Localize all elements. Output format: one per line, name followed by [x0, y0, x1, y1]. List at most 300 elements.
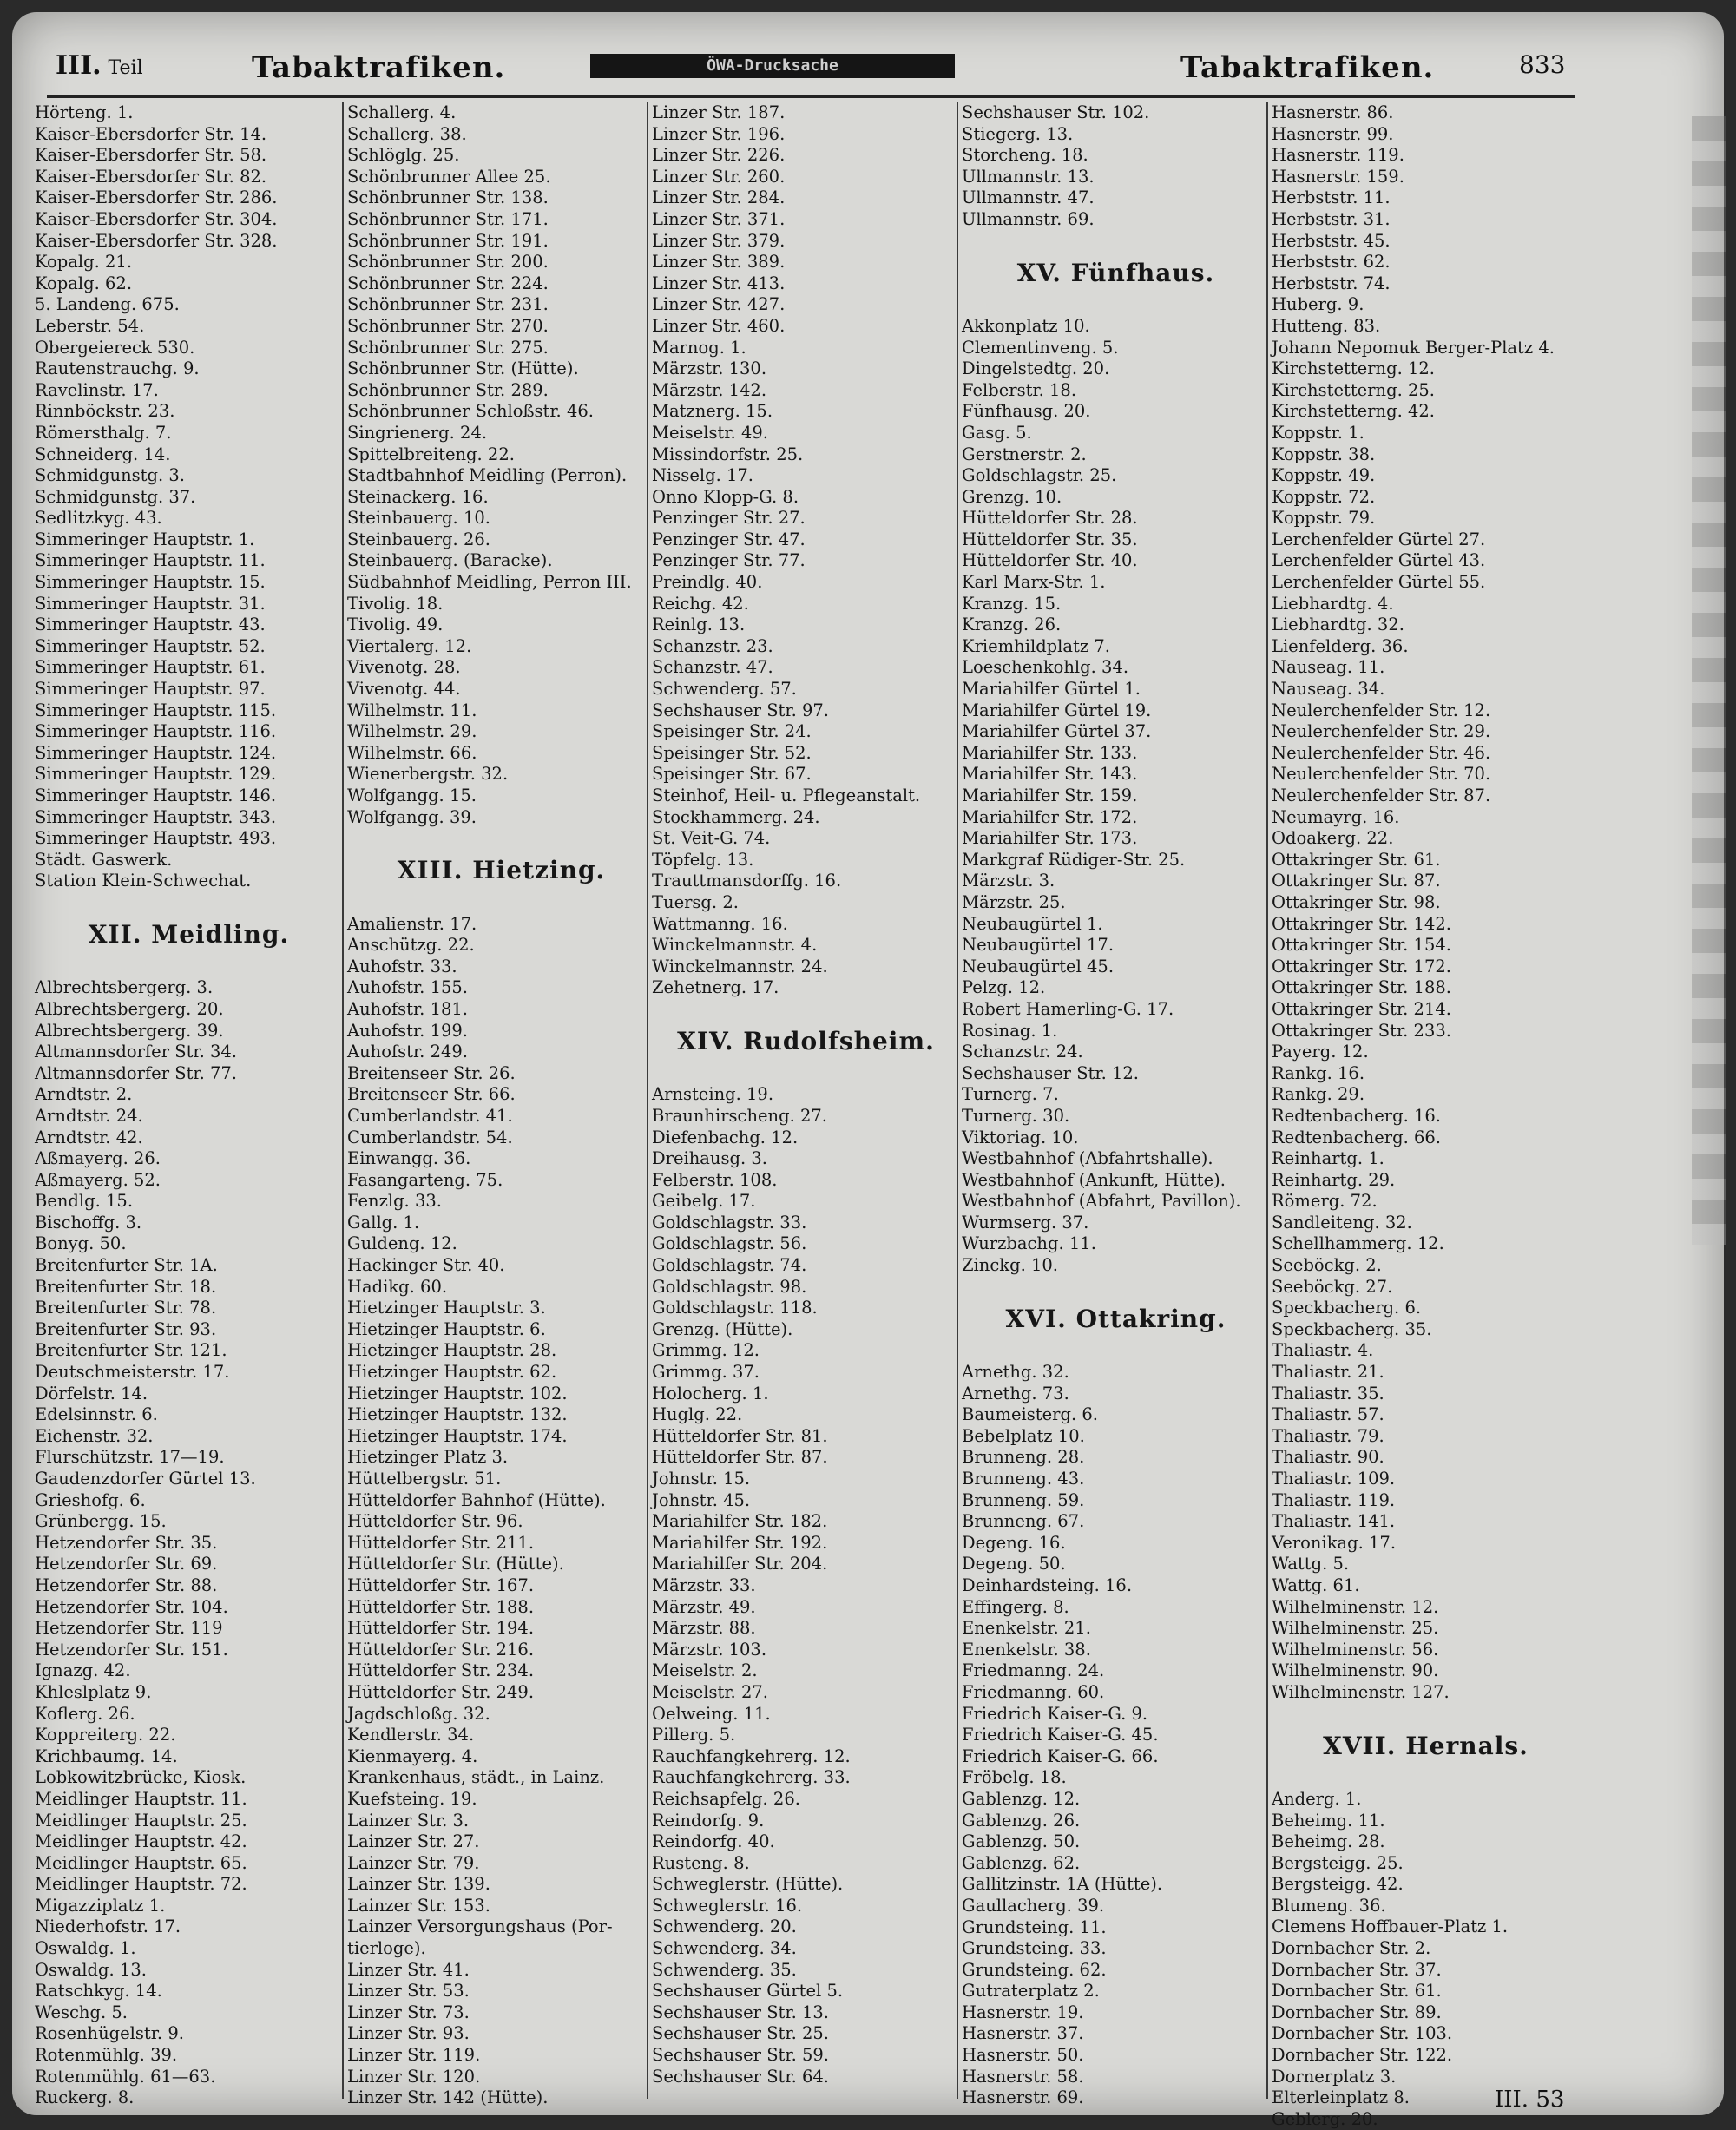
address-entry: Simmeringer Hauptstr. 61.	[35, 657, 266, 678]
address-entry: Schönbrunner Schloßstr. 46.	[347, 401, 594, 422]
address-entry: Lienfelderg. 36.	[1272, 635, 1409, 656]
address-entry: Weschg. 5.	[35, 2002, 128, 2022]
address-entry: Felberstr. 18.	[962, 379, 1077, 400]
address-entry: Redtenbacherg. 16.	[1272, 1105, 1441, 1126]
address-entry: Hütteldorfer Str. 211.	[347, 1532, 535, 1553]
address-entry: Viertalerg. 12.	[347, 635, 472, 656]
address-entry: Grundsteing. 11.	[962, 1916, 1107, 1937]
address-entry: Dornbacher Str. 122.	[1272, 2045, 1453, 2066]
address-entry: Breitenseer Str. 26.	[347, 1062, 516, 1083]
address-entry: Ottakringer Str. 233.	[1272, 1020, 1451, 1041]
address-entry: Neulerchenfelder Str. 12.	[1272, 700, 1491, 720]
address-entry: Simmeringer Hauptstr. 11.	[35, 550, 266, 571]
address-entry: Simmeringer Hauptstr. 15.	[35, 572, 266, 593]
address-entry: Hütteldorfer Str. 167.	[347, 1574, 535, 1595]
address-entry: Arnethg. 32.	[962, 1362, 1069, 1383]
address-entry: Hütteldorfer Str. 81.	[652, 1425, 828, 1446]
address-entry: Cumberlandstr. 54.	[347, 1127, 513, 1147]
address-entry: Lainzer Str. 79.	[347, 1852, 480, 1873]
address-entry: Simmeringer Hauptstr. 146.	[35, 786, 277, 805]
address-entry: Simmeringer Hauptstr. 97.	[35, 679, 266, 700]
address-entry: Winckelmannstr. 24.	[652, 956, 828, 976]
address-entry: Herbststr. 62.	[1272, 252, 1391, 273]
address-entry: Spittelbreiteng. 22.	[347, 444, 515, 464]
address-entry: Schönbrunner Str. 224.	[347, 273, 549, 293]
address-entry: Simmeringer Hauptstr. 124.	[35, 742, 277, 763]
address-entry: Fröbelg. 18.	[962, 1767, 1067, 1788]
column-4	[962, 102, 1270, 2108]
address-entry: Linzer Str. 73.	[347, 2002, 470, 2022]
address-entry: Neumayrg. 16.	[1272, 806, 1400, 827]
page-footer-ref: III. 53	[1495, 2087, 1565, 2113]
address-entry: Schlöglg. 25.	[347, 145, 460, 166]
address-entry: Clementinveng. 5.	[962, 337, 1119, 358]
address-entry: Brunneng. 59.	[962, 1489, 1085, 1510]
running-title-right: Tabaktrafiken.	[1180, 50, 1435, 85]
address-entry: Südbahnhof Meidling, Perron III.	[347, 572, 632, 593]
address-entry: Beheimg. 28.	[1272, 1831, 1385, 1852]
address-entry: Migazziplatz 1.	[35, 1895, 166, 1916]
address-entry: Linzer Str. 93.	[347, 2023, 470, 2044]
address-entry: Römerg. 72.	[1272, 1191, 1378, 1212]
address-entry: Felberstr. 108.	[652, 1169, 778, 1190]
address-entry: Herbststr. 31.	[1272, 208, 1391, 229]
address-entry: Marnog. 1.	[652, 337, 746, 358]
address-entry: Koppstr. 79.	[1272, 508, 1376, 529]
address-entry: Märzstr. 88.	[652, 1618, 756, 1639]
address-entry: Johann Nepomuk Berger-Platz 4.	[1272, 337, 1555, 358]
address-entry: tierloge).	[347, 1938, 426, 1959]
address-entry: Breitenfurter Str. 18.	[35, 1276, 217, 1297]
address-entry: Wilhelmstr. 11.	[347, 700, 477, 720]
address-entry: Elterleinplatz 8.	[1272, 2087, 1410, 2108]
address-entry: Breitenseer Str. 66.	[347, 1084, 516, 1105]
address-entry: Fasangarteng. 75.	[347, 1169, 503, 1190]
address-entry: Dornbacher Str. 2.	[1272, 1938, 1431, 1959]
address-entry: Thaliastr. 4.	[1272, 1340, 1374, 1361]
address-entry: Eichenstr. 32.	[35, 1425, 154, 1446]
address-entry: Friedrich Kaiser-G. 66.	[962, 1745, 1159, 1766]
address-entry: Schweglerstr. 16.	[652, 1895, 803, 1916]
address-entry: Gutraterplatz 2.	[962, 1981, 1100, 2002]
address-entry: Oswaldg. 1.	[35, 1938, 136, 1959]
address-entry: Arndtstr. 2.	[35, 1084, 133, 1105]
running-title-left: Tabaktrafiken.	[252, 50, 506, 85]
address-entry: Kaiser-Ebersdorfer Str. 58.	[35, 145, 267, 166]
address-entry: Schönbrunner Str. 200.	[347, 252, 549, 273]
address-entry: Braunhirscheng. 27.	[652, 1105, 827, 1126]
address-entry: Friedmanng. 24.	[962, 1660, 1105, 1681]
address-entry: Märzstr. 130.	[652, 358, 767, 379]
district-heading: XVII. Hernals.	[1323, 1731, 1529, 1760]
address-entry: Aßmayerg. 52.	[35, 1169, 161, 1190]
address-entry: Lerchenfelder Gürtel 43.	[1272, 550, 1486, 571]
page-edge-shadow	[1692, 116, 1726, 1245]
address-entry: Nauseag. 11.	[1272, 657, 1385, 678]
address-entry: Zinckg. 10.	[962, 1255, 1058, 1276]
address-entry: Sechshauser Str. 25.	[652, 2023, 829, 2044]
address-entry: Grünbergg. 15.	[35, 1511, 167, 1532]
address-entry: Märzstr. 33.	[652, 1574, 756, 1595]
address-entry: Hütteldorfer Str. 216.	[347, 1639, 535, 1660]
address-entry: Ullmannstr. 47.	[962, 187, 1095, 208]
address-entry: Hasnerstr. 159.	[1272, 166, 1404, 187]
address-entry: Reindorfg. 40.	[652, 1831, 775, 1852]
address-entry: Anschützg. 22.	[347, 935, 475, 956]
address-entry: Reichg. 42.	[652, 593, 749, 614]
address-entry: Ullmannstr. 13.	[962, 166, 1095, 187]
district-heading: XV. Fünfhaus.	[1016, 258, 1215, 287]
address-entry: Kaiser-Ebersdorfer Str. 82.	[35, 166, 267, 187]
address-entry: Fenzlg. 33.	[347, 1191, 442, 1212]
address-entry: Brunneng. 67.	[962, 1511, 1085, 1532]
address-entry: Römersthalg. 7.	[35, 422, 172, 443]
address-entry: Hütteldorfer Str. 35.	[962, 529, 1138, 549]
address-entry: Tivolig. 49.	[347, 615, 444, 635]
address-entry: Hasnerstr. 119.	[1272, 145, 1404, 166]
address-entry: Schönbrunner Str. 275.	[347, 337, 549, 358]
address-entry: Mariahilfer Str. 143.	[962, 764, 1138, 785]
address-entry: Herbststr. 45.	[1272, 230, 1391, 251]
address-entry: Storcheng. 18.	[962, 145, 1088, 166]
address-entry: Effingerg. 8.	[962, 1596, 1069, 1617]
address-entry: Grimmg. 37.	[652, 1362, 760, 1383]
address-entry: Auhofstr. 249.	[347, 1042, 468, 1062]
address-entry: Kirchstetterng. 25.	[1272, 379, 1435, 400]
address-entry: Rosenhügelstr. 9.	[35, 2023, 184, 2044]
address-entry: Hütteldorfer Str. 87.	[652, 1447, 828, 1468]
address-entry: Altmannsdorfer Str. 77.	[35, 1062, 238, 1083]
address-entry: Linzer Str. 413.	[652, 273, 786, 293]
address-entry: Kopalg. 62.	[35, 273, 133, 293]
address-entry: Linzer Str. 284.	[652, 187, 786, 208]
address-entry: Gasg. 5.	[962, 422, 1032, 443]
address-entry: Aßmayerg. 26.	[35, 1148, 161, 1169]
address-entry: Koppstr. 38.	[1272, 444, 1376, 464]
address-entry: Enenkelstr. 21.	[962, 1618, 1091, 1639]
address-entry: Kranzg. 26.	[962, 615, 1062, 635]
address-entry: Wilhelmstr. 66.	[347, 742, 477, 763]
address-entry: Rauchfangkehrerg. 33.	[652, 1767, 851, 1788]
address-entry: Thaliastr. 119.	[1272, 1489, 1396, 1510]
address-entry: Schönbrunner Str. 138.	[347, 187, 549, 208]
address-entry: Wienerbergstr. 32.	[347, 764, 509, 785]
address-entry: Holocherg. 1.	[652, 1383, 769, 1404]
address-entry: Mariahilfer Str. 182.	[652, 1511, 828, 1532]
address-entry: Koppstr. 72.	[1272, 486, 1376, 507]
address-entry: Oelweing. 11.	[652, 1703, 771, 1724]
address-entry: Hetzendorfer Str. 151.	[35, 1639, 228, 1660]
address-entry: Missindorfstr. 25.	[652, 444, 804, 464]
address-entry: Schönbrunner Allee 25.	[347, 166, 551, 187]
part-number: III. Teil	[56, 50, 143, 81]
address-entry: Blumeng. 36.	[1272, 1895, 1386, 1916]
address-entry: Preindlg. 40.	[652, 572, 763, 593]
address-entry: Gablenzg. 50.	[962, 1831, 1081, 1852]
address-entry: Goldschlagstr. 118.	[652, 1298, 818, 1318]
address-entry: Steinhof, Heil- u. Pflegeanstalt.	[652, 786, 921, 805]
address-entry: Kaiser-Ebersdorfer Str. 286.	[35, 187, 278, 208]
address-entry: Degeng. 50.	[962, 1554, 1066, 1574]
address-entry: Simmeringer Hauptstr. 43.	[35, 615, 266, 635]
address-entry: Rauchfangkehrerg. 12.	[652, 1745, 851, 1766]
address-entry: Hütteldorfer Str. 234.	[347, 1660, 535, 1681]
district-heading: XII. Meidling.	[88, 919, 290, 949]
address-entry: Lobkowitzbrücke, Kiosk.	[35, 1767, 247, 1788]
address-entry: Rautenstrauchg. 9.	[35, 358, 200, 379]
address-entry: Tuersg. 2.	[652, 891, 739, 912]
address-entry: Wilhelminenstr. 127.	[1272, 1681, 1450, 1702]
address-entry: Wilhelminenstr. 25.	[1272, 1618, 1439, 1639]
address-entry: Friedmanng. 60.	[962, 1681, 1105, 1702]
address-entry: Winckelmannstr. 4.	[652, 935, 818, 956]
address-entry: Goldschlagstr. 74.	[652, 1255, 807, 1276]
address-entry: Goldschlagstr. 98.	[652, 1276, 807, 1297]
address-entry: Meidlinger Hauptstr. 65.	[35, 1852, 247, 1873]
address-entry: Kendlerstr. 34.	[347, 1725, 475, 1745]
address-entry: Schwenderg. 35.	[652, 1959, 797, 1980]
address-entry: Hasnerstr. 37.	[962, 2023, 1084, 2044]
address-entry: Rotenmühlg. 61—63.	[35, 2066, 216, 2087]
address-entry: Hietzinger Hauptstr. 6.	[347, 1318, 546, 1339]
address-entry: Bergsteigg. 42.	[1272, 1874, 1404, 1895]
address-entry: Turnerg. 7.	[962, 1084, 1059, 1105]
district-heading: XIV. Rudolfsheim.	[677, 1026, 935, 1055]
address-entry: Grimmg. 12.	[652, 1340, 760, 1361]
address-entry: Ottakringer Str. 172.	[1272, 956, 1451, 976]
address-entry: Steinbauerg. 26.	[347, 529, 490, 549]
address-entry: Schönbrunner Str. (Hütte).	[347, 358, 579, 379]
address-entry: Meidlinger Hauptstr. 72.	[35, 1874, 247, 1895]
address-entry: Nisselg. 17.	[652, 465, 753, 486]
column-3	[652, 102, 960, 2099]
address-entry: Lainzer Str. 153.	[347, 1895, 490, 1916]
address-entry: Hietzinger Platz 3.	[347, 1447, 509, 1468]
address-entry: Arnsteing. 19.	[652, 1084, 774, 1105]
address-entry: Fünfhausg. 20.	[962, 401, 1091, 422]
address-entry: Deutschmeisterstr. 17.	[35, 1362, 230, 1383]
address-entry: Speisinger Str. 52.	[652, 742, 812, 763]
address-entry: Lainzer Str. 27.	[347, 1831, 480, 1852]
address-entry: Speisinger Str. 24.	[652, 721, 812, 742]
address-entry: Hietzinger Hauptstr. 102.	[347, 1383, 568, 1404]
address-entry: Liebhardtg. 4.	[1272, 593, 1394, 614]
address-entry: Karl Marx-Str. 1.	[962, 572, 1106, 593]
address-entry: Ruckerg. 8.	[35, 2087, 135, 2108]
address-entry: Veronikag. 17.	[1272, 1532, 1397, 1553]
address-entry: Speisinger Str. 67.	[652, 764, 812, 785]
address-entry: Trauttmansdorffg. 16.	[652, 871, 842, 891]
address-entry: Schmidgunstg. 3.	[35, 465, 185, 486]
address-entry: Märzstr. 49.	[652, 1596, 756, 1617]
address-entry: Hetzendorfer Str. 35.	[35, 1532, 218, 1553]
address-entry: Mariahilfer Gürtel 19.	[962, 700, 1152, 720]
address-entry: Baumeisterg. 6.	[962, 1404, 1098, 1425]
address-entry: Neulerchenfelder Str. 70.	[1272, 764, 1491, 785]
address-entry: 5. Landeng. 675.	[35, 294, 180, 315]
address-entry: Thaliastr. 35.	[1272, 1383, 1384, 1404]
address-entry: Viktoriag. 10.	[962, 1127, 1079, 1147]
address-entry: Linzer Str. 460.	[652, 315, 786, 336]
address-entry: Kaiser-Ebersdorfer Str. 304.	[35, 208, 278, 229]
address-entry: Albrechtsbergerg. 3.	[35, 977, 214, 998]
address-entry: Simmeringer Hauptstr. 31.	[35, 593, 266, 614]
address-entry: Rotenmühlg. 39.	[35, 2045, 178, 2066]
column-1	[35, 102, 343, 2108]
address-entry: Hetzendorfer Str. 88.	[35, 1574, 218, 1595]
address-entry: Jagdschloßg. 32.	[347, 1703, 490, 1724]
address-entry: Simmeringer Hauptstr. 52.	[35, 635, 266, 656]
address-entry: Märzstr. 103.	[652, 1639, 767, 1660]
address-entry: Huglg. 22.	[652, 1404, 743, 1425]
address-entry: Breitenfurter Str. 121.	[35, 1340, 227, 1361]
address-entry: Rankg. 29.	[1272, 1084, 1365, 1105]
address-entry: Kirchstetterng. 42.	[1272, 401, 1435, 422]
address-entry: Mariahilfer Str. 204.	[652, 1554, 828, 1574]
address-entry: Anderg. 1.	[1272, 1788, 1362, 1809]
address-entry: Thaliastr. 109.	[1272, 1469, 1396, 1489]
address-entry: Hasnerstr. 50.	[962, 2045, 1084, 2066]
address-entry: Breitenfurter Str. 78.	[35, 1298, 217, 1318]
address-entry: Markgraf Rüdiger-Str. 25.	[962, 849, 1186, 870]
address-entry: Lainzer Str. 139.	[347, 1874, 490, 1895]
directory-page	[12, 12, 1724, 2129]
address-entry: Linzer Str. 142 (Hütte).	[347, 2087, 549, 2108]
address-entry: Hasnerstr. 58.	[962, 2066, 1084, 2087]
address-entry: Thaliastr. 21.	[1272, 1362, 1384, 1383]
address-entry: Altmannsdorfer Str. 34.	[35, 1042, 238, 1062]
address-entry: Simmeringer Hauptstr. 343.	[35, 806, 277, 827]
address-entry: Gallg. 1.	[347, 1212, 420, 1233]
address-entry: Schönbrunner Str. 171.	[347, 208, 549, 229]
address-entry: Rusteng. 8.	[652, 1852, 750, 1873]
address-entry: Kaiser-Ebersdorfer Str. 14.	[35, 123, 267, 144]
address-entry: Linzer Str. 196.	[652, 123, 786, 144]
address-entry: Dingelstedtg. 20.	[962, 358, 1110, 379]
address-entry: Zehetnerg. 17.	[652, 977, 779, 998]
address-entry: Neulerchenfelder Str. 29.	[1272, 721, 1491, 742]
address-entry: Hetzendorfer Str. 69.	[35, 1554, 218, 1574]
address-entry: Sechshauser Str. 64.	[652, 2066, 829, 2087]
address-entry: Ottakringer Str. 98.	[1272, 891, 1441, 912]
address-entry: Schweglerstr. (Hütte).	[652, 1874, 844, 1895]
address-entry: Khleslplatz 9.	[35, 1681, 152, 1702]
address-entry: Rinnböckstr. 23.	[35, 401, 175, 422]
address-entry: Thaliastr. 90.	[1272, 1447, 1384, 1468]
address-entry: Grenzg. (Hütte).	[652, 1318, 793, 1339]
address-entry: Auhofstr. 155.	[347, 977, 468, 998]
address-entry: Geblerg. 20.	[1272, 2108, 1378, 2129]
address-entry: Neubaugürtel 45.	[962, 956, 1115, 976]
address-entry: Westbahnhof (Ankunft, Hütte).	[962, 1169, 1226, 1190]
address-entry: Kaiser-Ebersdorfer Str. 328.	[35, 230, 278, 251]
address-entry: Steinbauerg. (Baracke).	[347, 550, 553, 571]
address-entry: Schneiderg. 14.	[35, 444, 171, 464]
address-entry: Sechshauser Gürtel 5.	[652, 1981, 844, 2002]
address-entry: Dornbacher Str. 103.	[1272, 2023, 1453, 2044]
address-entry: Liebhardtg. 32.	[1272, 615, 1404, 635]
address-entry: Schönbrunner Str. 191.	[347, 230, 549, 251]
address-entry: Arndtstr. 24.	[35, 1105, 143, 1126]
address-entry: Schanzstr. 47.	[652, 657, 773, 678]
address-entry: Reindorfg. 9.	[652, 1810, 765, 1831]
address-entry: Grundsteing. 62.	[962, 1959, 1107, 1980]
address-entry: Herbststr. 74.	[1272, 273, 1391, 293]
address-entry: Schellhammerg. 12.	[1272, 1233, 1444, 1254]
address-entry: Wilhelminenstr. 56.	[1272, 1639, 1439, 1660]
address-entry: Bischoffg. 3.	[35, 1212, 142, 1233]
address-entry: Hasnerstr. 19.	[962, 2002, 1084, 2022]
address-entry: Simmeringer Hauptstr. 493.	[35, 828, 277, 849]
library-stamp: ÖWA-Drucksache	[590, 54, 955, 78]
address-entry: Goldschlagstr. 33.	[652, 1212, 807, 1233]
address-entry: Robert Hamerling-G. 17.	[962, 998, 1174, 1019]
address-entry: Linzer Str. 371.	[652, 208, 786, 229]
address-entry: Hetzendorfer Str. 104.	[35, 1596, 228, 1617]
address-entry: Ratschkyg. 14.	[35, 1981, 162, 2002]
address-entry: Simmeringer Hauptstr. 1.	[35, 529, 255, 549]
address-entry: Steinbauerg. 10.	[347, 508, 490, 529]
address-entry: Oswaldg. 13.	[35, 1959, 147, 1980]
address-entry: Kranzg. 15.	[962, 593, 1062, 614]
address-entry: Koppstr. 49.	[1272, 465, 1376, 486]
address-entry: Ullmannstr. 69.	[962, 208, 1095, 229]
address-entry: Hütteldorfer Str. 249.	[347, 1681, 535, 1702]
address-entry: Sechshauser Str. 13.	[652, 2002, 829, 2022]
address-entry: Hadikg. 60.	[347, 1276, 448, 1297]
address-entry: Schönbrunner Str. 270.	[347, 315, 549, 336]
address-entry: St. Veit-G. 74.	[652, 828, 771, 849]
district-heading: XIII. Hietzing.	[397, 856, 606, 885]
address-entry: Hasnerstr. 69.	[962, 2087, 1084, 2108]
address-entry: Degeng. 16.	[962, 1532, 1066, 1553]
address-entry: Märzstr. 3.	[962, 871, 1055, 891]
address-entry: Onno Klopp-G. 8.	[652, 486, 799, 507]
address-entry: Gablenzg. 26.	[962, 1810, 1081, 1831]
address-entry: Brunneng. 43.	[962, 1469, 1085, 1489]
address-entry: Bonyg. 50.	[35, 1233, 127, 1254]
address-entry: Koppreiterg. 22.	[35, 1725, 176, 1745]
address-entry: Hütteldorfer Str. (Hütte).	[347, 1554, 564, 1574]
address-entry: Thaliastr. 79.	[1272, 1425, 1384, 1446]
address-entry: Geibelg. 17.	[652, 1191, 756, 1212]
district-heading: XVI. Ottakring.	[1005, 1304, 1226, 1333]
address-entry: Märzstr. 142.	[652, 379, 767, 400]
address-entry: Hütteldorfer Str. 28.	[962, 508, 1138, 529]
address-entry: Edelsinnstr. 6.	[35, 1404, 158, 1425]
address-entry: Brunneng. 28.	[962, 1447, 1085, 1468]
address-entry: Westbahnhof (Abfahrt, Pavillon).	[962, 1191, 1241, 1212]
address-entry: Krankenhaus, städt., in Lainz.	[347, 1767, 605, 1788]
address-entry: Amalienstr. 17.	[347, 913, 477, 934]
address-entry: Gablenzg. 62.	[962, 1852, 1081, 1873]
address-entry: Ottakringer Str. 188.	[1272, 977, 1451, 998]
address-entry: Bebelplatz 10.	[962, 1425, 1085, 1446]
address-entry: Linzer Str. 41.	[347, 1959, 470, 1980]
address-entry: Tivolig. 18.	[347, 593, 444, 614]
address-entry: Bergsteigg. 25.	[1272, 1852, 1404, 1873]
address-entry: Loeschenkohlg. 34.	[962, 657, 1129, 678]
address-entry: Kirchstetterng. 12.	[1272, 358, 1435, 379]
address-entry: Ottakringer Str. 214.	[1272, 998, 1451, 1019]
address-entry: Schallerg. 38.	[347, 123, 467, 144]
address-entry: Koppstr. 1.	[1272, 422, 1364, 443]
address-entry: Hütteldorfer Str. 188.	[347, 1596, 535, 1617]
address-entry: Matznerg. 15.	[652, 401, 773, 422]
address-entry: Westbahnhof (Abfahrtshalle).	[962, 1148, 1213, 1169]
page-header	[43, 50, 1580, 94]
address-entry: Auhofstr. 33.	[347, 956, 457, 976]
